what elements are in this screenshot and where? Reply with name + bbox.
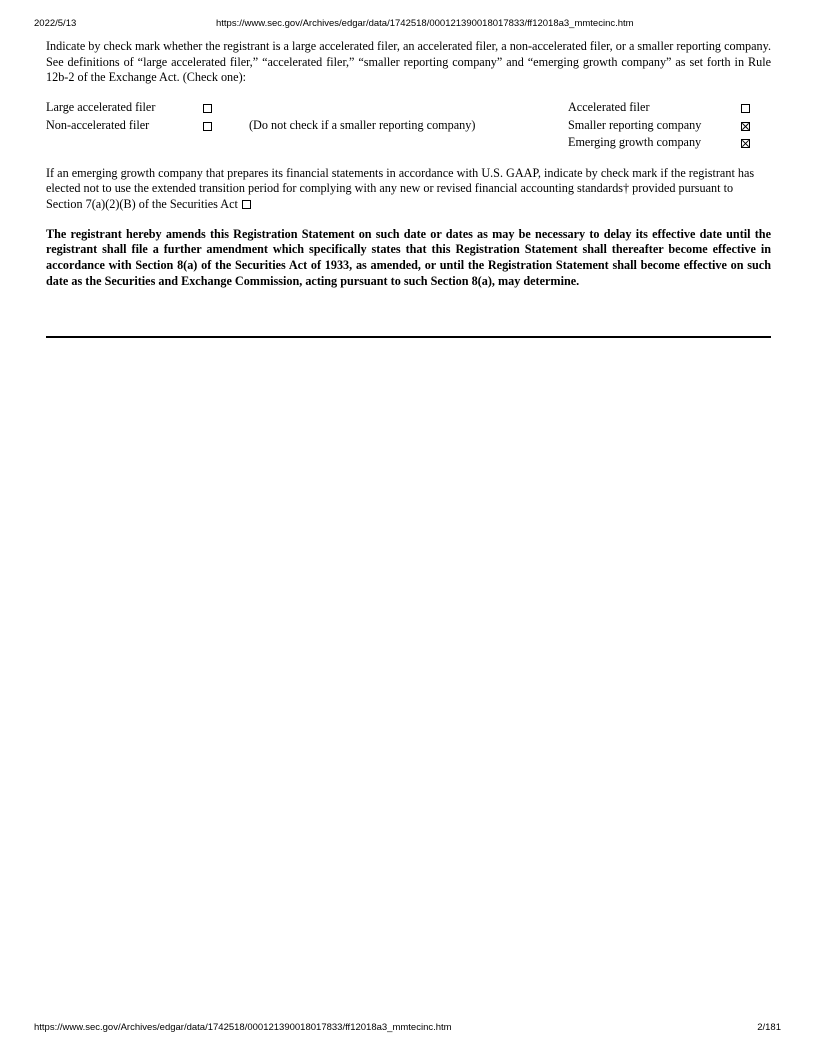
- section-divider: [46, 336, 771, 338]
- emerging-growth-company-checkbox[interactable]: [741, 139, 750, 148]
- delaying-amendment: The registrant hereby amends this Registration Statement on such date or dates as may be necessary to delay its effective date until the registrant shall file a further amendment which specifically states that this Registration Statement shall thereafter become effective in accordance with Section 8(a) of the Securities Act of 1933, as amended, or until the Registration Statement shall become effective on such date as the Securities and Exchange Commission, acting pursuant to such Section 8(a), may determine.: [46, 226, 771, 288]
- non-accelerated-filer-checkbox[interactable]: [203, 122, 212, 131]
- print-header-url: https://www.sec.gov/Archives/edgar/data/1742518/000121390018017833/ff12018a3_mmtecinc.htm: [216, 18, 634, 29]
- accelerated-filer-label: Accelerated filer: [568, 99, 650, 114]
- print-date: 2022/5/13: [34, 18, 77, 29]
- filer-status-instructions: Indicate by check mark whether the registrant is a large accelerated filer, an accelerated filer, a non-accelerated filer, or a smaller reporting company. See definitions of “large accelerated filer,” “accelerated filer,” “smaller reporting company” and “emerging growth company” as set forth in Rule 12b-2 of the Exchange Act. (Check one):: [46, 39, 771, 85]
- print-header: [34, 18, 781, 32]
- smaller-reporting-company-label: Smaller reporting company: [568, 117, 702, 132]
- document-body: [46, 39, 771, 290]
- print-footer: [34, 1022, 781, 1036]
- page-number: 2/181: [757, 1022, 781, 1033]
- emerging-growth-company-label: Emerging growth company: [568, 134, 702, 149]
- non-accelerated-filer-label: Non-accelerated filer: [46, 117, 150, 132]
- large-accelerated-filer-checkbox[interactable]: [203, 104, 212, 113]
- smaller-reporting-note: (Do not check if a smaller reporting company): [249, 117, 476, 132]
- large-accelerated-filer-label: Large accelerated filer: [46, 99, 156, 114]
- egc-transition-checkbox[interactable]: [242, 200, 251, 209]
- smaller-reporting-company-checkbox[interactable]: [741, 122, 750, 131]
- filer-status-grid: [46, 100, 771, 152]
- print-footer-url: https://www.sec.gov/Archives/edgar/data/1742518/000121390018017833/ff12018a3_mmtecinc.htm: [34, 1022, 452, 1033]
- egc-transition-election: [46, 166, 771, 213]
- egc-transition-text: If an emerging growth company that prepares its financial statements in accordance with U.S. GAAP, indicate by check mark if the registrant has elected not to use the extended transition period for complying with any new or revised financial accounting standards† provided pursuant to Section 7(a)(2)(B) of the Securities Act: [46, 165, 755, 211]
- accelerated-filer-checkbox[interactable]: [741, 104, 750, 113]
